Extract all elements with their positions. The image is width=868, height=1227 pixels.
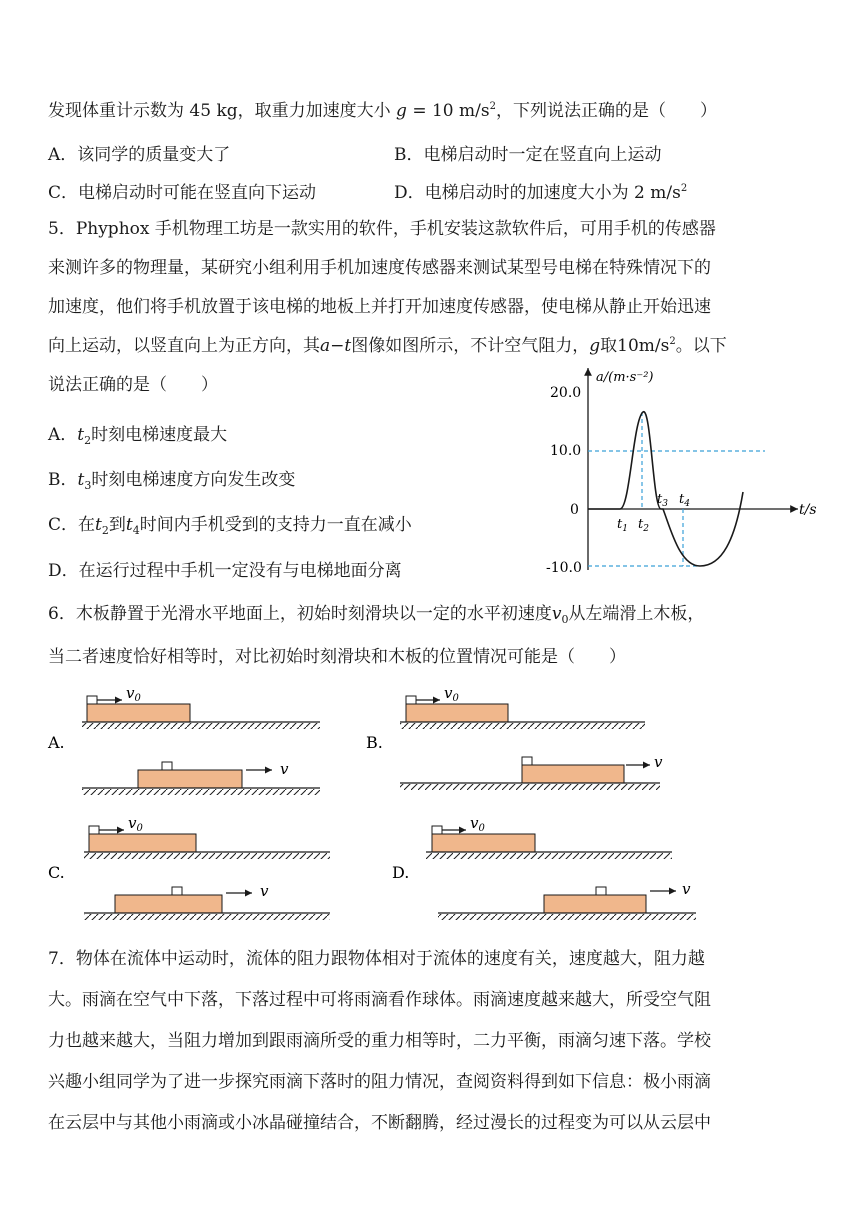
q5-option-c[interactable]: C．在$t_2$到$t_4$时间内手机受到的支持力一直在减小 xyxy=(48,515,412,537)
q5-line-5: 说法正确的是（ ） xyxy=(48,375,218,395)
q5-option-b[interactable]: B．$t_3$时刻电梯速度方向发生改变 xyxy=(48,470,296,492)
svg-text:v: v xyxy=(260,882,269,900)
q7-line-1: 7．物体在流体中运动时，流体的阻力跟物体相对于流体的速度有关，速度越大，阻力越 xyxy=(48,949,705,969)
q5-line-2: 来测许多的物理量，某研究小组利用手机加速度传感器来测试某型号电梯在特殊情况下的 xyxy=(48,258,711,278)
t2-label: $t_2$ xyxy=(638,517,649,534)
q4-option-b[interactable]: B．电梯启动时一定在竖直向上运动 xyxy=(394,145,662,165)
svg-text:v0: $v_0$ xyxy=(128,814,143,834)
q4-option-d[interactable]: D．电梯启动时的加速度大小为 2 $m/s^2$ xyxy=(394,183,688,203)
svg-text:v: v xyxy=(654,753,663,771)
t3-label: $t_3$ xyxy=(657,492,668,509)
svg-text:C.: C. xyxy=(48,863,65,882)
q7-line-3: 力也越来越大，当阻力增加到跟雨滴所受的重力相等时，二力平衡，雨滴匀速下落。学校 xyxy=(48,1031,711,1051)
svg-text:v0: $v_0$ xyxy=(444,684,459,704)
at-curve xyxy=(588,412,743,566)
q5-option-a[interactable]: A．$t_2$时刻电梯速度最大 xyxy=(48,425,228,447)
q5-line-4: 向上运动，以竖直向上为正方向，其a−t图像如图所示，不计空气阻力，g取$10m/s^2$。以下 xyxy=(48,336,727,356)
q5-option-d[interactable]: D．在运行过程中手机一定没有与电梯地面分离 xyxy=(48,561,402,581)
q7-line-5: 在云层中与其他小雨滴或小冰晶碰撞结合，不断翻腾，经过漫长的过程变为可以从云层中 xyxy=(48,1113,711,1133)
y-tick-20: 20.0 xyxy=(550,385,582,401)
y-tick-10: 10.0 xyxy=(550,443,582,459)
q6-diagrams xyxy=(40,678,760,923)
t1-label: $t_1$ xyxy=(617,517,628,534)
q6-option-d[interactable] xyxy=(392,814,696,920)
x-axis-label: t/s xyxy=(799,502,817,518)
svg-text:A.: A. xyxy=(48,733,65,752)
q6-line-2: 当二者速度恰好相等时，对比初始时刻滑块和木板的位置情况可能是（ ） xyxy=(48,647,626,667)
q7-line-2: 大。雨滴在空气中下落，下落过程中可将雨滴看作球体。雨滴速度越来越大，所受空气阻 xyxy=(48,990,711,1010)
q4-option-a[interactable]: A．该同学的质量变大了 xyxy=(48,145,231,165)
q6-option-a[interactable] xyxy=(47,684,320,795)
svg-text:B.: B. xyxy=(366,733,383,752)
q4-option-c[interactable]: C．电梯启动时可能在竖直向下运动 xyxy=(48,183,317,203)
svg-text:v: v xyxy=(682,880,691,898)
q5-at-chart xyxy=(540,360,830,585)
svg-text:v0: $v_0$ xyxy=(126,684,141,704)
y-tick-neg10: -10.0 xyxy=(546,560,582,576)
q5-line-3: 加速度，他们将手机放置于该电梯的地板上并打开加速度传感器，使电梯从静止开始迅速 xyxy=(48,297,711,317)
q6-option-c[interactable] xyxy=(48,814,330,920)
svg-text:v: v xyxy=(280,760,289,778)
svg-text:v0: $v_0$ xyxy=(470,814,485,834)
q5-line-1: 5．Phyphox 手机物理工坊是一款实用的软件，手机安装这款软件后，可用手机的传感器 xyxy=(48,219,716,239)
q7-line-4: 兴趣小组同学为了进一步探究雨滴下落时的阻力情况，查阅资料得到如下信息：极小雨滴 xyxy=(48,1072,711,1092)
q4-stem: 发现体重计示数为 45 kg，取重力加速度大小 g = 10 $m/s^2$，下列说法正确的是（ ） xyxy=(48,101,717,121)
q6-option-b[interactable] xyxy=(366,684,663,790)
y-tick-0: 0 xyxy=(570,502,579,518)
t4-label: $t_4$ xyxy=(679,492,690,509)
y-axis-label: a/(m·s⁻²) xyxy=(596,370,654,385)
q6-line-1: 6．木板静置于光滑水平地面上，初始时刻滑块以一定的水平初速度$v_0$从左端滑上木板， xyxy=(48,604,705,626)
svg-text:D.: D. xyxy=(392,863,410,882)
